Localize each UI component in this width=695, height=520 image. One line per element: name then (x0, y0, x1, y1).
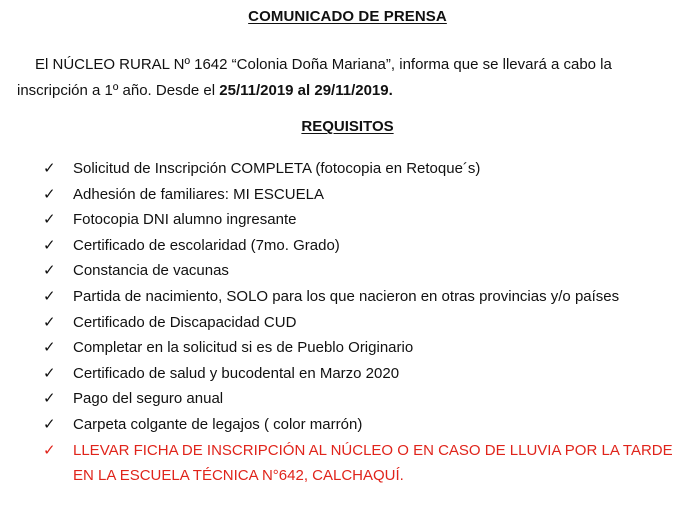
checkmark-icon: ✓ (43, 313, 56, 331)
requirement-text: Certificado de Discapacidad CUD (73, 313, 297, 331)
requirement-text: Partida de nacimiento, SOLO para los que nacieron en otras provincias y/o países (73, 287, 620, 305)
requirement-item (43, 335, 673, 361)
checkmark-icon: ✓ (43, 287, 56, 305)
document-title-text: COMUNICADO DE PRENSA (248, 8, 447, 25)
checkmark-icon: ✓ (43, 441, 56, 459)
requirement-text: Completar en la solicitud si es de Pueblo Originario (73, 339, 414, 357)
checkmark-icon: ✓ (43, 364, 56, 382)
requirement-item (43, 233, 673, 259)
requirement-item (43, 310, 673, 336)
document-title (0, 8, 695, 25)
requirement-item (43, 258, 673, 284)
requirement-text: Carpeta colgante de legajos ( color marrón) (73, 415, 363, 433)
checkmark-icon: ✓ (43, 415, 56, 433)
checkmark-icon: ✓ (43, 160, 56, 177)
highlight-requirement-text: LLEVAR FICHA DE INSCRIPCIÓN AL NÚCLEO O EN CASO DE LLUVIA POR LA TARDE EN LA ESCUELA TÉCNICA N°642, CALCHAQUÍ. (73, 441, 673, 485)
inscription-dates: 25/11/2019 al 29/11/2019. (219, 82, 393, 99)
requirement-item (43, 207, 673, 233)
requirement-item (43, 386, 673, 412)
requirement-text: Certificado de escolaridad (7mo. Grado) (73, 236, 340, 254)
checkmark-icon: ✓ (43, 339, 56, 357)
requirement-item (43, 284, 673, 310)
checkmark-icon: ✓ (43, 236, 56, 254)
intro-paragraph (17, 52, 683, 104)
requirement-text: Constancia de vacunas (73, 262, 229, 280)
requirement-text: Adhesión de familiares: MI ESCUELA (73, 185, 324, 203)
requirements-title (0, 118, 695, 135)
requirement-text: Fotocopia DNI alumno ingresante (73, 211, 297, 229)
checkmark-icon: ✓ (43, 390, 56, 408)
requirement-item (43, 182, 673, 208)
highlight-requirement-item (43, 438, 673, 489)
checkmark-icon: ✓ (43, 185, 56, 203)
requirement-text: Solicitud de Inscripción COMPLETA (fotocopia en Retoque´s) (73, 160, 481, 177)
checkmark-icon: ✓ (43, 262, 56, 280)
checkmark-icon: ✓ (43, 211, 56, 229)
requirement-item (43, 412, 673, 438)
requirement-item (43, 156, 673, 182)
intro-text: El NÚCLEO RURAL Nº 1642 “Colonia Doña Mariana”, informa que se llevará a cabo la inscripción a 1º año. Desde el (17, 56, 612, 99)
requirement-text: Pago del seguro anual (73, 390, 224, 408)
requirements-list (43, 156, 673, 489)
requirements-title-text: REQUISITOS (301, 118, 394, 135)
requirement-item (43, 361, 673, 387)
requirement-text: Certificado de salud y bucodental en Marzo 2020 (73, 364, 400, 382)
